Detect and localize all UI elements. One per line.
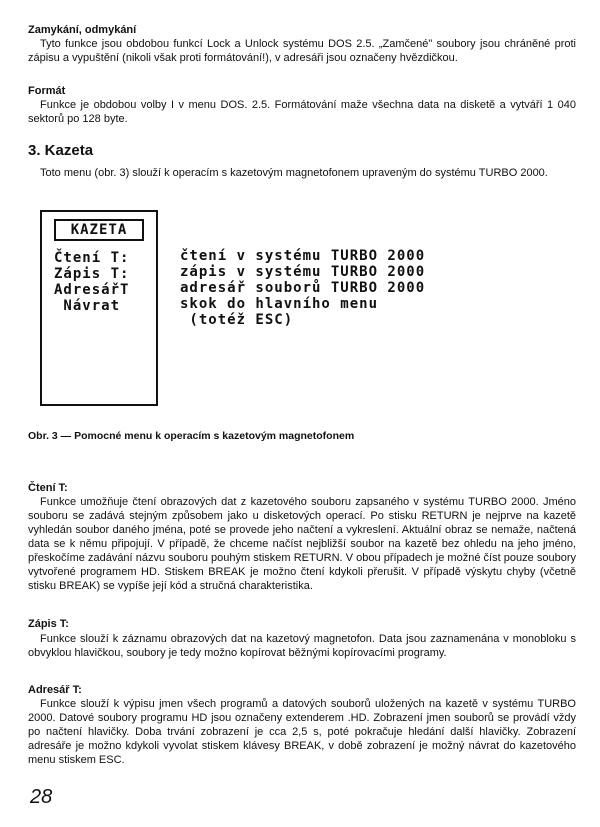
cassette-menu-box	[40, 210, 158, 406]
page-number: 28	[30, 786, 53, 808]
description-line: (totéž ESC)	[180, 312, 294, 328]
menu-item-zapis: Zápis T:	[54, 266, 130, 282]
section-text-adresar: Funkce slouží k výpisu jmen všech programů a datových souborů uložených na kazetě v systému TURBO 2000. Datové soubory programu HD jsou označeny extenderem .HD. Zobrazení jmen souborů se provádí vždy po načtení hlavičky. Doba trvání zobrazení je cca 2,5 s, poté pokračuje hledání další hlavičky. Zobrazení adresáře je možno kdykoli vyvolat stiskem klávesy BREAK, v době zobrazení je možný návrat do kazetového menu stiskem ESC.	[28, 698, 576, 766]
description-line: zápis v systému TURBO 2000	[180, 264, 426, 280]
cassette-menu-title: KAZETA	[54, 219, 144, 241]
menu-item-adresar: AdresářT	[54, 282, 130, 298]
menu-descriptions	[180, 248, 425, 328]
section-title-cteni: Čtení T:	[28, 482, 68, 494]
chapter-text: Toto menu (obr. 3) slouží k operacím s kazetovým magnetofonem upraveným do systému TURBO 2000.	[40, 167, 548, 179]
cassette-menu-list	[54, 250, 129, 314]
figure-caption: Obr. 3 — Pomocné menu k operacím s kazetovým magnetofonem	[28, 430, 355, 442]
description-line: skok do hlavního menu	[180, 296, 379, 312]
section-title-lock: Zamykání, odmykání	[28, 24, 137, 36]
section-text-format: Funkce je obdobou volby I v menu DOS. 2.5. Formátování maže všechna data na disketě a vytváří 1 040 sektorů po 128 byte.	[28, 99, 576, 125]
section-text-cteni: Funkce umožňuje čtení obrazových dat z kazetového souboru zapsaného v systému TURBO 2000. Jméno souboru se zadává stejným způsobem jako u disketových operací. Po stisku RETURN je nejprve na kazetě vyhledán soubor daného jména, poté se provede jeho načtení a vykreslení. Aktuální obraz se nemaže, načtená data se k němu připojují. V případě, že chceme načíst nejbližší soubor na kazetě bez ohledu na jeho jméno, přeskočíme zadávání názvu souboru pouhým stiskem RETURN. V obou případech je možné číst pouze soubory vytvořené programem HD. Stiskem BREAK je možno čtení kdykoli přerušit. V případě výskytu chyby (včetně stisku BREAK) se vypíše její kód a stručná charakteristika.	[28, 496, 576, 592]
section-title-format: Formát	[28, 85, 66, 97]
section-title-zapis: Zápis T:	[28, 618, 69, 630]
menu-item-cteni: Čtení T:	[54, 250, 130, 266]
section-title-adresar: Adresář T:	[28, 684, 82, 696]
section-text-zapis: Funkce slouží k záznamu obrazových dat na kazetový magnetofon. Data jsou zaznamenána v monobloku s obvyklou hlavičkou, soubory je tedy možno kopírovat běžnými kopírovacími programy.	[28, 633, 576, 659]
chapter-title: 3. Kazeta	[28, 142, 94, 159]
description-line: adresář souborů TURBO 2000	[180, 280, 426, 296]
section-text-lock: Tyto funkce jsou obdobou funkcí Lock a Unlock systému DOS 2.5. „Zamčené" soubory jsou chráněné proti zápisu a vypuštění (nikoli však proti formátování!), v adresáři jsou označeny hvězdičkou.	[28, 38, 576, 64]
menu-item-navrat: Návrat	[54, 298, 121, 314]
description-line: čtení v systému TURBO 2000	[180, 248, 426, 264]
